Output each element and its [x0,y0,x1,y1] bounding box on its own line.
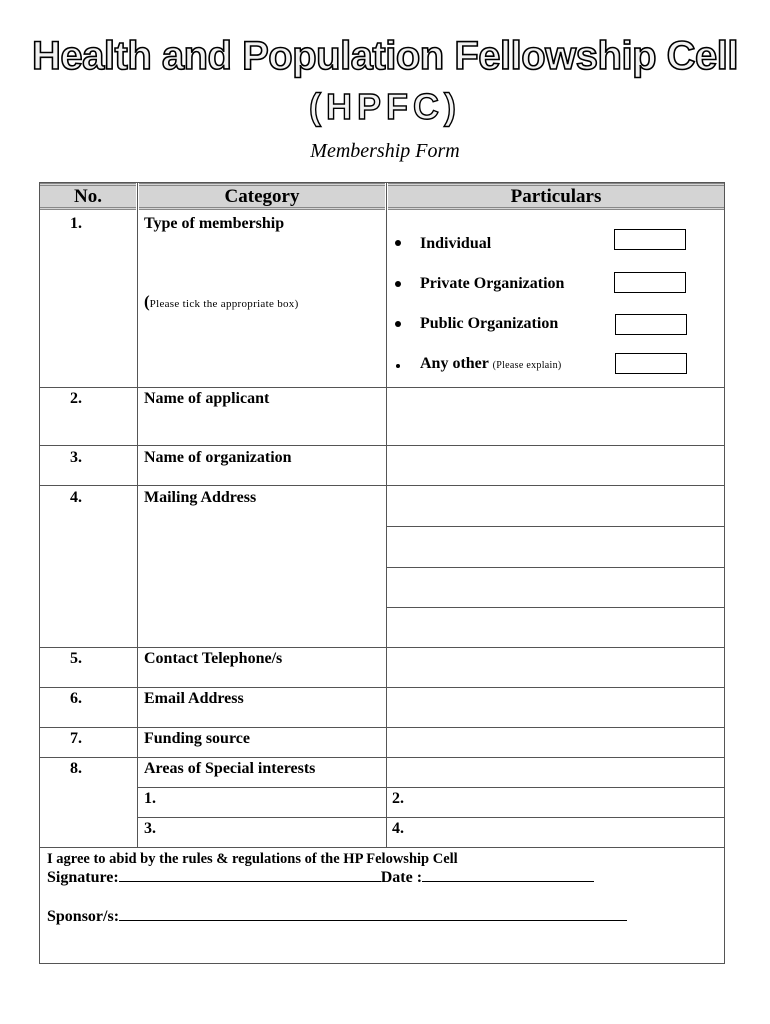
form-title: Health and Population Fellowship Cell [32,34,738,78]
category-label: Type of membership [144,215,285,232]
row-divider [39,727,725,728]
row-number: 3. [70,449,82,466]
category-label: Mailing Address [144,489,257,506]
checkbox-other[interactable] [615,353,687,374]
row-divider [39,847,725,848]
form-name: Membership Form [310,140,460,162]
interests-line [137,787,725,788]
option-private-org-label: Private Organization [420,275,565,292]
bullet-icon [395,281,401,287]
row-number: 2. [70,390,82,407]
tick-instruction: (Please tick the appropriate box) [144,292,299,311]
row-number: 1. [70,215,82,232]
option-other-label: Any other (Please explain) [420,355,562,372]
checkbox-public-org[interactable] [615,314,687,335]
category-label: Funding source [144,730,250,747]
interest-3-label: 3. [144,820,156,837]
row-divider [39,387,725,388]
category-label: Contact Telephone/s [144,650,283,667]
funding-source-field[interactable] [388,729,724,756]
column-header-no: No. [74,186,102,207]
column-divider [386,182,387,847]
column-header-category: Category [224,186,300,207]
row-divider [39,485,725,486]
sponsor-row: Sponsor/s: [47,906,627,927]
checkbox-individual[interactable] [614,229,686,250]
row-number: 6. [70,690,82,707]
row-number: 7. [70,730,82,747]
sponsor-line[interactable] [119,906,627,921]
date-line[interactable] [422,867,594,882]
row-divider [39,647,725,648]
telephone-field[interactable] [388,649,724,686]
form-acronym: (HPFC) [309,86,461,127]
interest-1-label: 1. [144,790,156,807]
column-header-particulars: Particulars [510,186,602,207]
mailing-address-field[interactable] [388,487,724,646]
row-number: 8. [70,760,82,777]
row-divider [39,687,725,688]
bullet-icon [395,240,401,246]
agreement-text: I agree to abid by the rules & regulations of the HP Felowship Cell [47,851,458,867]
column-divider [137,182,138,847]
signature-line[interactable] [119,867,381,882]
row-number: 5. [70,650,82,667]
row-number: 4. [70,489,82,506]
organization-name-field[interactable] [388,447,724,484]
category-label: Name of applicant [144,390,270,407]
interest-4-label: 4. [392,820,404,837]
option-public-org-label: Public Organization [420,315,559,332]
email-field[interactable] [388,689,724,726]
bullet-icon [395,321,401,327]
interest-2-label: 2. [392,790,404,807]
bullet-icon [396,364,400,368]
applicant-name-field[interactable] [388,389,724,444]
row-divider [39,445,725,446]
interests-line [137,817,725,818]
category-label: Name of organization [144,449,292,466]
category-label: Email Address [144,690,244,707]
category-label: Areas of Special interests [144,760,316,777]
option-individual-label: Individual [420,235,492,252]
checkbox-private-org[interactable] [614,272,686,293]
row-divider [39,757,725,758]
signature-row: Signature: Date : [47,867,594,888]
